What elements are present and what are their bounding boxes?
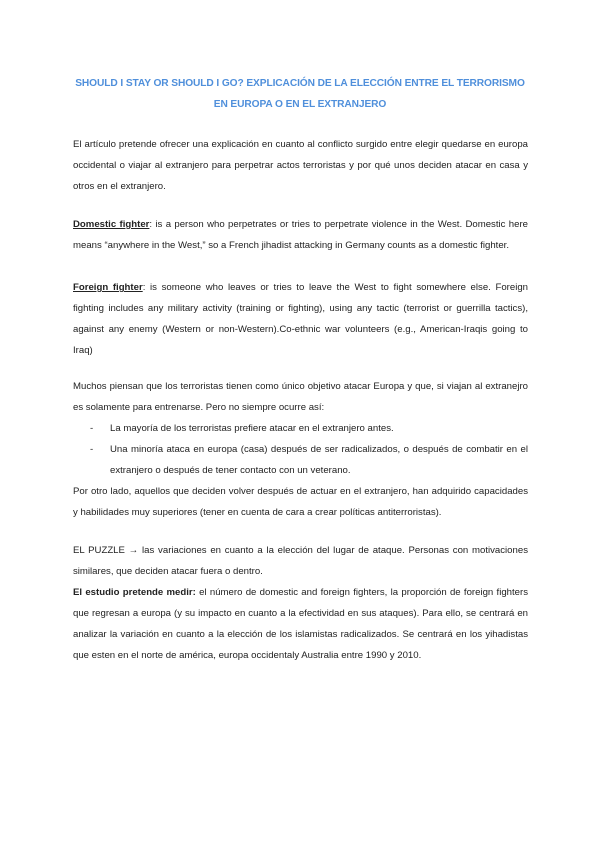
puzzle-paragraph: EL PUZZLE → las variaciones en cuanto a la elección del lugar de ataque. Personas con motivaciones similares, que deciden atacar fuera o dentro. [73, 545, 528, 577]
domestic-fighter-definition [73, 214, 528, 256]
foreign-fighter-text: : is someone who leaves or tries to leave the West to fight somewhere else. Foreign fighting includes any military activity (training or fighting), using any tactic (terrorist or guerrilla tactics), against any enemy (Western or non-Western).Co-ethnic war volunteers (e.g., American-Iraqis going to Iraq) [73, 282, 529, 356]
foreign-fighter-definition [73, 277, 528, 361]
bullet-list [73, 418, 528, 481]
list-item [73, 418, 528, 439]
list-item [73, 439, 528, 481]
domestic-fighter-term: Domestic fighter [73, 219, 150, 230]
study-paragraph [73, 582, 528, 666]
list-item-text: La mayoría de los terroristas prefiere atacar en el extranjero antes. [110, 423, 394, 434]
domestic-fighter-text: : is a person who perpetrates or tries to perpetrate violence in the West. Domestic here means “anywhere in the West,” so a French jihadist attacking in Germany counts as a domestic fighter. [73, 219, 528, 251]
list-item-text: Una minoría ataca en europa (casa) después de ser radicalizados, o después de combatir en el extranjero o después de tener contacto con un veterano. [110, 444, 528, 476]
paragraph-objectives: Muchos piensan que los terroristas tienen como único objetivo atacar Europa y que, si viajan al extranejro es solamente para entrenarse. Pero no siempre ocurre así: [73, 381, 528, 413]
document-title: SHOULD I STAY OR SHOULD I GO? EXPLICACIÓN DE LA ELECCIÓN ENTRE EL TERRORISMO EN EUROPA O EN EL EXTRANJERO [75, 78, 525, 110]
intro-paragraph: El artículo pretende ofrecer una explicación en cuanto al conflicto surgido entre elegir quedarse en europa occidental o viajar al extranjero para perpetrar actos terroristas y por qué unos deciden atacar en casa y otros en el extranjero. [73, 139, 528, 192]
paragraph-returnees: Por otro lado, aquellos que deciden volver después de actuar en el extranjero, han adquirido capacidades y habilidades muy superiores (tener en cuenta de cara a crear políticas antiterroristas). [73, 486, 528, 518]
dash-bullet-icon: - [90, 444, 94, 455]
study-label: El estudio pretende medir: [73, 587, 196, 598]
dash-bullet-icon: - [90, 423, 94, 434]
foreign-fighter-term: Foreign fighter [73, 282, 143, 293]
study-text: el número de domestic and foreign fighters, la proporción de foreign fighters que regresan a europa (y su impacto en cuanto a la efectividad en sus ataques). Para ello, se centrará en analizar la variación en cuanto a la elección de los islamistas radicalizados. Se centrará en los yihadistas que esten en el norte de américa, europa occidentaly Australia entre 1990 y 2010. [73, 587, 528, 661]
